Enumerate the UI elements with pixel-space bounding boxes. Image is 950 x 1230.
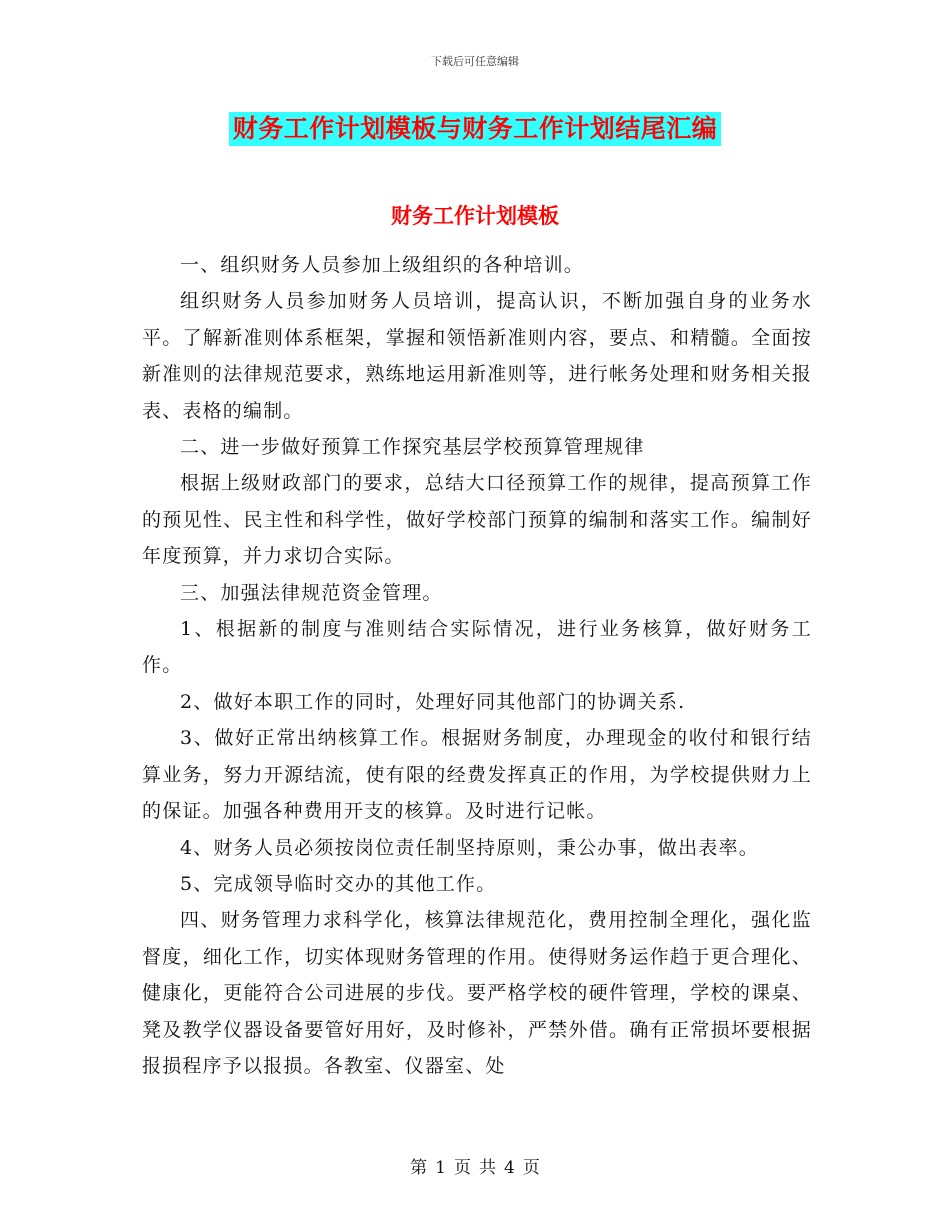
header-note: 下载后可任意编辑 (431, 55, 519, 68)
document-body (142, 247, 812, 1084)
paragraph: 5、完成领导临时交办的其他工作。 (180, 872, 497, 895)
paragraph: 三、加强法律规范资金管理。 (180, 581, 443, 604)
paragraph: 4、财务人员必须按岗位责任制坚持原则，秉公办事，做出表率。 (180, 836, 759, 859)
paragraph: 组织财务人员参加财务人员培训，提高认识，不断加强自身的业务水平。了解新准则体系框架，掌握和领悟新准则内容，要点、和精髓。全面按新准则的法律规范要求，熟练地运用新准则等，进行帐务处理和财务相关报表、表格的编制。 (142, 290, 812, 422)
current-page-number: 1 (435, 1158, 446, 1178)
total-pages-number: 4 (504, 1158, 515, 1178)
footer-label-page: 第 (410, 1158, 428, 1178)
section-title: 财务工作计划模板 (391, 204, 559, 228)
paragraph: 二、进一步做好预算工作探究基层学校预算管理规律 (180, 436, 645, 459)
page-footer (0, 1153, 950, 1178)
footer-label-page-unit: 页 (454, 1158, 471, 1178)
paragraph: 四、财务管理力求科学化，核算法律规范化，费用控制全理化，强化监督度，细化工作，切实体现财务管理的作用。使得财务运作趋于更合理化、健康化，更能符合公司进展的步伐。要严格学校的硬件管理，学校的课桌、凳及教学仪器设备要管好用好，及时修补，严禁外借。确有正常损坏要根据报损程序予以报损。各教室、仪器室、处 (142, 909, 812, 1077)
paragraph: 一、组织财务人员参加上级组织的各种培训。 (180, 254, 585, 276)
paragraph: 1、根据新的制度与准则结合实际情况，进行业务核算，做好财务工作。 (142, 618, 812, 677)
document-title-container (0, 112, 950, 146)
footer-label-total: 共 (479, 1158, 496, 1178)
paragraph: 2、做好本职工作的同时，处理好同其他部门的协调关系. (180, 690, 686, 713)
footer-label-total-unit: 页 (522, 1158, 540, 1178)
document-title: 财务工作计划模板与财务工作计划结尾汇编 (229, 112, 722, 146)
paragraph: 3、做好正常出纳核算工作。根据财务制度，办理现金的收付和银行结算业务，努力开源结流，使有限的经费发挥真正的作用，为学校提供财力上的保证。加强各种费用开支的核算。及时进行记帐。 (142, 727, 812, 823)
paragraph: 根据上级财政部门的要求，总结大口径预算工作的规律，提高预算工作的预见性、民主性和科学性，做好学校部门预算的编制和落实工作。编制好年度预算，并力求切合实际。 (142, 472, 812, 568)
